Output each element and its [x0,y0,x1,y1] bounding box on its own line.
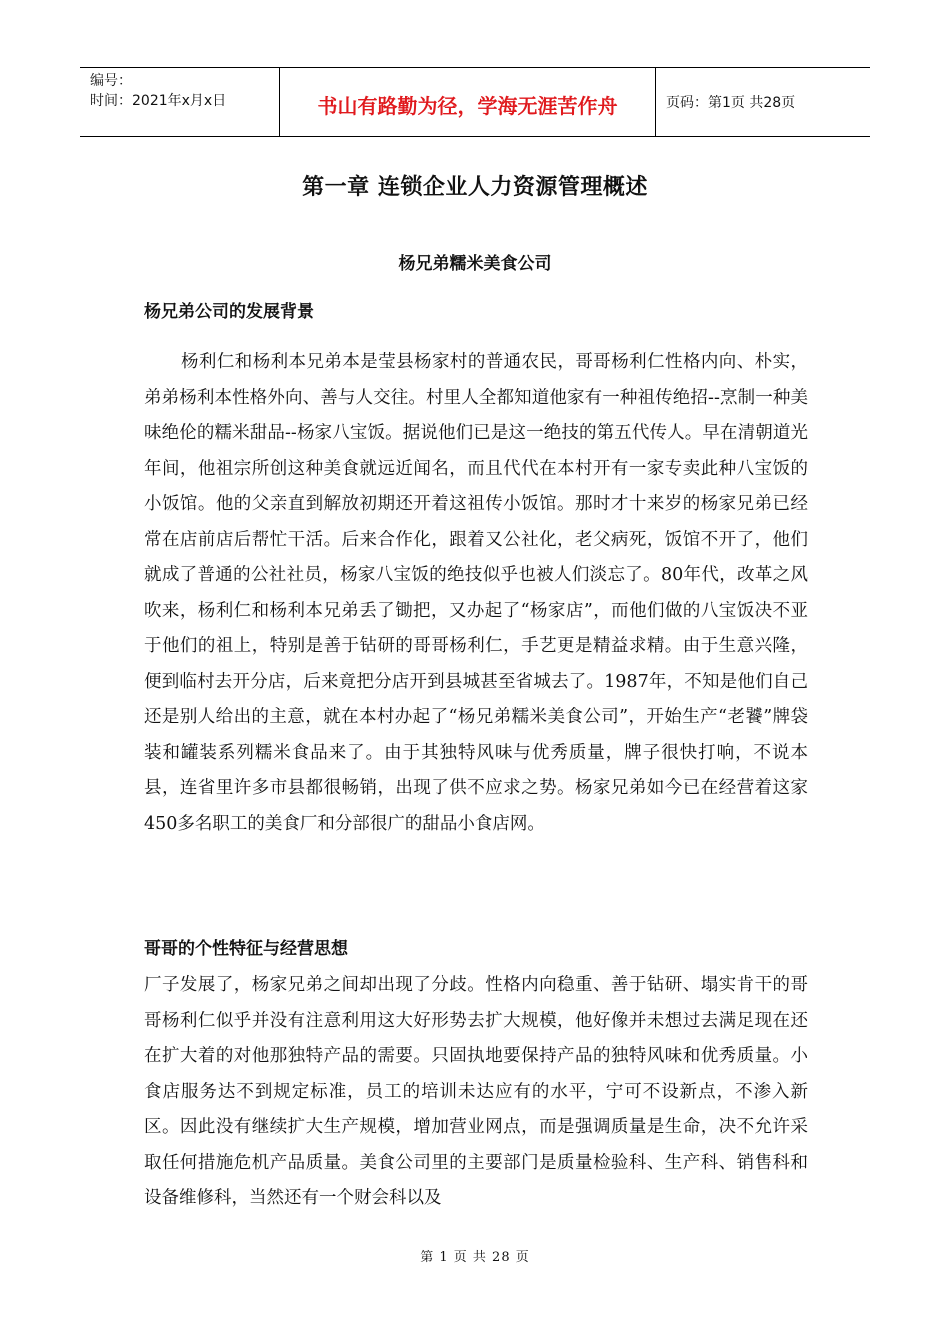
time-label: 时间：2021年x月x日 [90,93,227,109]
page-header [80,67,870,137]
chapter-title: 第一章 连锁企业人力资源管理概述 [302,175,648,200]
header-page-info: 页码：第1页 共28页 [666,95,796,111]
section1-body: 杨利仁和杨利本兄弟本是莹县杨家村的普通农民，哥哥杨利仁性格内向、朴实，弟弟杨利本性格外向、善与人交往。村里人全都知道他家有一种祖传绝招--烹制一种美味绝伦的糯米甜品--杨家八宝饭。据说他们已是这一绝技的第五代传人。早在清朝道光年间，他祖宗所创这种美食就远近闻名，而且代代在本村开有一家专卖此种八宝饭的小饭馆。他的父亲直到解放初期还开着这祖传小饭馆。那时才十来岁的杨家兄弟已经常在店前店后帮忙干活。后来合作化，跟着又公社化，老父病死，饭馆不开了，他们就成了普通的公社社员，杨家八宝饭的绝技似乎也被人们淡忘了。80年代，改革之风吹来，杨利仁和杨利本兄弟丢了锄把，又办起了“杨家店”，而他们做的八宝饭决不亚于他们的祖上，特别是善于钻研的哥哥杨利仁，手艺更是精益求精。由于生意兴隆，便到临村去开分店，后来竟把分店开到县城甚至省城去了。1987年，不知是他们自己还是别人给出的主意，就在本村办起了“杨兄弟糯米美食公司”，开始生产“老饕”牌袋装和罐装系列糯米食品来了。由于其独特风味与优秀质量，牌子很快打响，不说本县，连省里许多市县都很畅销，出现了供不应求之势。杨家兄弟如今已在经营着这家450多名职工的美食厂和分部很广的甜品小食店网。 [144,352,808,834]
header-meta [80,68,280,136]
header-motto: 书山有路勤为径，学海无涯苦作舟 [280,68,656,136]
section2-body: 厂子发展了，杨家兄弟之间却出现了分歧。性格内向稳重、善于钻研、塌实肯干的哥哥杨利仁似乎并没有注意利用这大好形势去扩大规模，他好像并未想过去满足现在还在扩大着的对他那独特产品的需要。只固执地要保持产品的独特风味和优秀质量。小食店服务达不到规定标准，员工的培训未达应有的水平，宁可不设新点，不渗入新区。因此没有继续扩大生产规模，增加营业网点，而是强调质量是生命，决不允许采取任何措施危机产品质量。美食公司里的主要部门是质量检验科、生产科、销售科和设备维修科，当然还有一个财会科以及 [144,975,808,1208]
page-footer: 第 1 页 共 28 页 [420,1250,530,1265]
section1-heading: 杨兄弟公司的发展背景 [144,302,314,322]
number-label: 编号： [90,73,132,89]
section2-heading: 哥哥的个性特征与经营思想 [144,939,348,959]
case-title: 杨兄弟糯米美食公司 [398,254,552,274]
